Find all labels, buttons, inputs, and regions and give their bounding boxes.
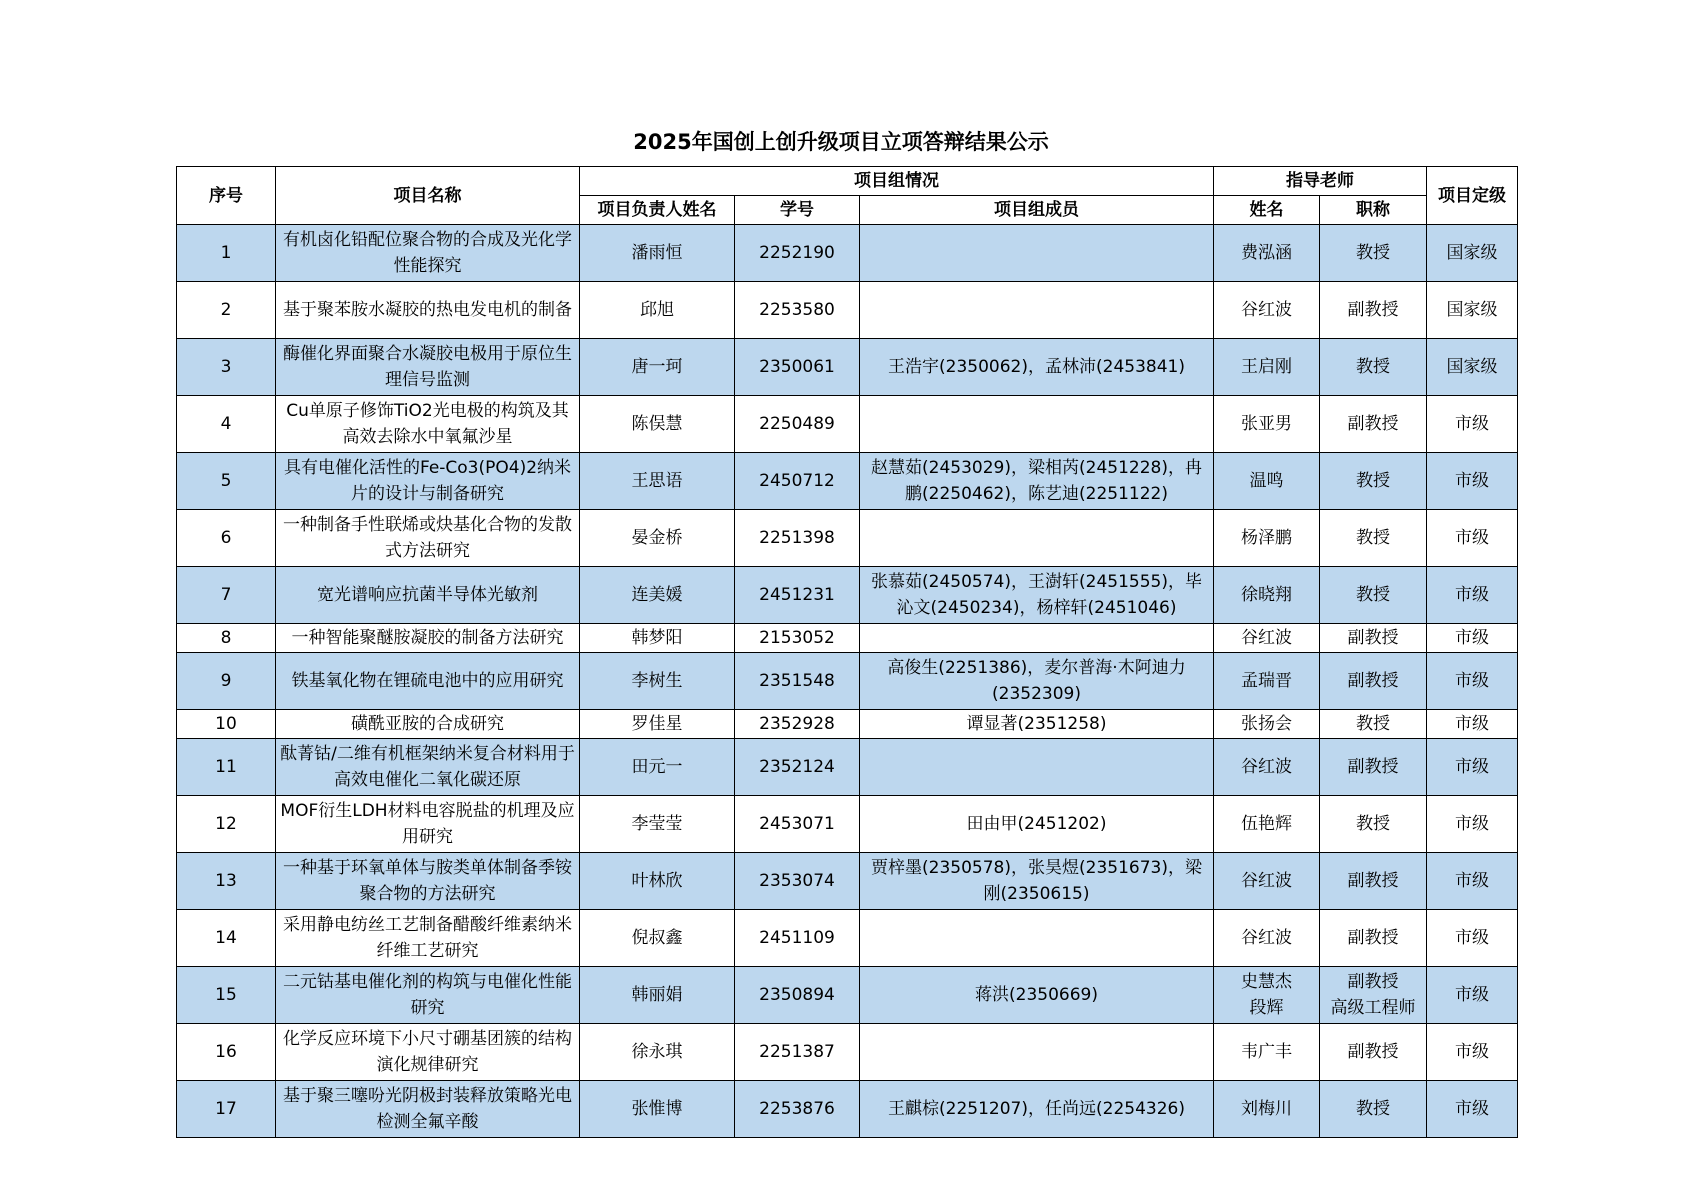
cell-seq: 8 bbox=[177, 624, 276, 653]
cell-members: 高俊生(2251386)，麦尔普海·木阿迪力(2352309) bbox=[860, 653, 1214, 710]
cell-student-id: 2253876 bbox=[735, 1081, 860, 1138]
cell-project-level: 国家级 bbox=[1427, 339, 1518, 396]
cell-advisor-title: 教授 bbox=[1320, 567, 1427, 624]
table-row bbox=[177, 624, 1518, 653]
cell-student-id: 2351548 bbox=[735, 653, 860, 710]
cell-student-id: 2251398 bbox=[735, 510, 860, 567]
cell-members bbox=[860, 225, 1214, 282]
cell-leader: 韩丽娟 bbox=[580, 967, 735, 1024]
page-title: 2025年国创上创升级项目立项答辩结果公示 bbox=[633, 130, 1049, 154]
cell-student-id: 2251387 bbox=[735, 1024, 860, 1081]
table-row bbox=[177, 453, 1518, 510]
cell-project-name: Cu单原子修饰TiO2光电极的构筑及其高效去除水中氧氟沙星 bbox=[276, 396, 580, 453]
header-seq: 序号 bbox=[177, 167, 276, 225]
cell-project-name: 具有电催化活性的Fe-Co3(PO4)2纳米片的设计与制备研究 bbox=[276, 453, 580, 510]
cell-advisor-title: 教授 bbox=[1320, 453, 1427, 510]
cell-advisor-title: 副教授 bbox=[1320, 282, 1427, 339]
cell-leader: 陈俣慧 bbox=[580, 396, 735, 453]
cell-members: 王麒棕(2251207)，任尚远(2254326) bbox=[860, 1081, 1214, 1138]
cell-advisor-name: 韦广丰 bbox=[1214, 1024, 1320, 1081]
table-row bbox=[177, 796, 1518, 853]
cell-project-level: 国家级 bbox=[1427, 225, 1518, 282]
cell-project-level: 市级 bbox=[1427, 853, 1518, 910]
cell-advisor-title: 教授 bbox=[1320, 1081, 1427, 1138]
cell-members bbox=[860, 1024, 1214, 1081]
table-row bbox=[177, 967, 1518, 1024]
cell-leader: 王思语 bbox=[580, 453, 735, 510]
cell-leader: 张惟博 bbox=[580, 1081, 735, 1138]
cell-student-id: 2450712 bbox=[735, 453, 860, 510]
cell-seq: 3 bbox=[177, 339, 276, 396]
cell-project-level: 市级 bbox=[1427, 710, 1518, 739]
cell-advisor-name: 谷红波 bbox=[1214, 853, 1320, 910]
header-student-id: 学号 bbox=[735, 196, 860, 225]
header-members: 项目组成员 bbox=[860, 196, 1214, 225]
cell-project-level: 市级 bbox=[1427, 624, 1518, 653]
results-table bbox=[176, 166, 1518, 1138]
cell-student-id: 2352928 bbox=[735, 710, 860, 739]
cell-project-level: 市级 bbox=[1427, 567, 1518, 624]
cell-advisor-name: 史慧杰 段辉 bbox=[1214, 967, 1320, 1024]
cell-leader: 潘雨恒 bbox=[580, 225, 735, 282]
cell-project-level: 市级 bbox=[1427, 739, 1518, 796]
cell-leader: 罗佳星 bbox=[580, 710, 735, 739]
cell-project-level: 市级 bbox=[1427, 1081, 1518, 1138]
cell-advisor-name: 谷红波 bbox=[1214, 910, 1320, 967]
cell-members bbox=[860, 624, 1214, 653]
cell-advisor-title: 教授 bbox=[1320, 225, 1427, 282]
cell-seq: 1 bbox=[177, 225, 276, 282]
cell-advisor-title: 副教授 bbox=[1320, 853, 1427, 910]
cell-project-level: 市级 bbox=[1427, 1024, 1518, 1081]
cell-advisor-name: 谷红波 bbox=[1214, 282, 1320, 339]
cell-seq: 2 bbox=[177, 282, 276, 339]
cell-project-name: 二元钴基电催化剂的构筑与电催化性能研究 bbox=[276, 967, 580, 1024]
header-project-name: 项目名称 bbox=[276, 167, 580, 225]
cell-project-name: 有机卤化铅配位聚合物的合成及光化学性能探究 bbox=[276, 225, 580, 282]
cell-student-id: 2250489 bbox=[735, 396, 860, 453]
cell-leader: 邱旭 bbox=[580, 282, 735, 339]
cell-advisor-name: 谷红波 bbox=[1214, 624, 1320, 653]
cell-members: 张慕茹(2450574)，王澍轩(2451555)，毕沁文(2450234)，杨梓轩(2451046) bbox=[860, 567, 1214, 624]
table-row bbox=[177, 225, 1518, 282]
cell-advisor-name: 刘梅川 bbox=[1214, 1081, 1320, 1138]
header-advisor: 指导老师 bbox=[1214, 167, 1427, 196]
cell-leader: 田元一 bbox=[580, 739, 735, 796]
cell-members: 田由甲(2451202) bbox=[860, 796, 1214, 853]
cell-seq: 4 bbox=[177, 396, 276, 453]
cell-student-id: 2353074 bbox=[735, 853, 860, 910]
cell-project-name: 一种基于环氧单体与胺类单体制备季铵聚合物的方法研究 bbox=[276, 853, 580, 910]
header-project-group: 项目组情况 bbox=[580, 167, 1214, 196]
cell-members bbox=[860, 396, 1214, 453]
cell-seq: 16 bbox=[177, 1024, 276, 1081]
cell-advisor-name: 伍艳辉 bbox=[1214, 796, 1320, 853]
cell-members: 蒋洪(2350669) bbox=[860, 967, 1214, 1024]
cell-members bbox=[860, 739, 1214, 796]
cell-project-name: 采用静电纺丝工艺制备醋酸纤维素纳米纤维工艺研究 bbox=[276, 910, 580, 967]
cell-members: 贾梓墨(2350578)，张昊煜(2351673)，梁刚(2350615) bbox=[860, 853, 1214, 910]
cell-advisor-title: 副教授 高级工程师 bbox=[1320, 967, 1427, 1024]
cell-advisor-name: 杨泽鹏 bbox=[1214, 510, 1320, 567]
table-row bbox=[177, 339, 1518, 396]
cell-leader: 晏金桥 bbox=[580, 510, 735, 567]
cell-members bbox=[860, 910, 1214, 967]
table-row bbox=[177, 853, 1518, 910]
table-row bbox=[177, 739, 1518, 796]
cell-advisor-title: 副教授 bbox=[1320, 624, 1427, 653]
cell-leader: 叶林欣 bbox=[580, 853, 735, 910]
cell-student-id: 2451109 bbox=[735, 910, 860, 967]
cell-seq: 15 bbox=[177, 967, 276, 1024]
cell-advisor-title: 副教授 bbox=[1320, 1024, 1427, 1081]
cell-project-level: 市级 bbox=[1427, 510, 1518, 567]
cell-project-level: 市级 bbox=[1427, 453, 1518, 510]
cell-seq: 14 bbox=[177, 910, 276, 967]
cell-project-name: 基于聚三噻吩光阴极封装释放策略光电检测全氟辛酸 bbox=[276, 1081, 580, 1138]
table-body bbox=[177, 225, 1518, 1138]
cell-leader: 韩梦阳 bbox=[580, 624, 735, 653]
cell-project-name: 一种制备手性联烯或炔基化合物的发散式方法研究 bbox=[276, 510, 580, 567]
cell-student-id: 2350894 bbox=[735, 967, 860, 1024]
cell-project-name: MOF衍生LDH材料电容脱盐的机理及应用研究 bbox=[276, 796, 580, 853]
cell-advisor-name: 温鸣 bbox=[1214, 453, 1320, 510]
cell-student-id: 2153052 bbox=[735, 624, 860, 653]
cell-advisor-name: 王启刚 bbox=[1214, 339, 1320, 396]
cell-advisor-title: 副教授 bbox=[1320, 396, 1427, 453]
table-row bbox=[177, 1081, 1518, 1138]
table-row bbox=[177, 1024, 1518, 1081]
cell-members: 王浩宇(2350062)，孟林沛(2453841) bbox=[860, 339, 1214, 396]
header-leader: 项目负责人姓名 bbox=[580, 196, 735, 225]
cell-seq: 13 bbox=[177, 853, 276, 910]
table-row bbox=[177, 710, 1518, 739]
cell-seq: 11 bbox=[177, 739, 276, 796]
cell-project-name: 基于聚苯胺水凝胶的热电发电机的制备 bbox=[276, 282, 580, 339]
table-row bbox=[177, 910, 1518, 967]
table-row bbox=[177, 282, 1518, 339]
cell-seq: 5 bbox=[177, 453, 276, 510]
cell-seq: 6 bbox=[177, 510, 276, 567]
cell-project-level: 市级 bbox=[1427, 653, 1518, 710]
cell-advisor-title: 教授 bbox=[1320, 510, 1427, 567]
cell-student-id: 2453071 bbox=[735, 796, 860, 853]
cell-advisor-title: 副教授 bbox=[1320, 653, 1427, 710]
cell-leader: 连美媛 bbox=[580, 567, 735, 624]
cell-student-id: 2252190 bbox=[735, 225, 860, 282]
cell-leader: 唐一珂 bbox=[580, 339, 735, 396]
cell-seq: 17 bbox=[177, 1081, 276, 1138]
cell-seq: 7 bbox=[177, 567, 276, 624]
cell-advisor-name: 张亚男 bbox=[1214, 396, 1320, 453]
cell-advisor-name: 谷红波 bbox=[1214, 739, 1320, 796]
cell-project-level: 国家级 bbox=[1427, 282, 1518, 339]
cell-project-name: 酞菁钴/二维有机框架纳米复合材料用于高效电催化二氧化碳还原 bbox=[276, 739, 580, 796]
cell-members bbox=[860, 510, 1214, 567]
cell-project-level: 市级 bbox=[1427, 396, 1518, 453]
cell-project-level: 市级 bbox=[1427, 796, 1518, 853]
cell-project-name: 铁基氧化物在锂硫电池中的应用研究 bbox=[276, 653, 580, 710]
cell-members: 谭显著(2351258) bbox=[860, 710, 1214, 739]
cell-advisor-name: 徐晓翔 bbox=[1214, 567, 1320, 624]
cell-advisor-title: 教授 bbox=[1320, 710, 1427, 739]
header-advisor-title: 职称 bbox=[1320, 196, 1427, 225]
cell-leader: 徐永琪 bbox=[580, 1024, 735, 1081]
cell-project-level: 市级 bbox=[1427, 910, 1518, 967]
cell-seq: 12 bbox=[177, 796, 276, 853]
cell-advisor-name: 费泓涵 bbox=[1214, 225, 1320, 282]
cell-advisor-title: 教授 bbox=[1320, 339, 1427, 396]
table-row bbox=[177, 653, 1518, 710]
header-advisor-name: 姓名 bbox=[1214, 196, 1320, 225]
cell-project-level: 市级 bbox=[1427, 967, 1518, 1024]
cell-advisor-name: 张扬会 bbox=[1214, 710, 1320, 739]
cell-advisor-name: 孟瑞晋 bbox=[1214, 653, 1320, 710]
cell-seq: 10 bbox=[177, 710, 276, 739]
cell-leader: 李莹莹 bbox=[580, 796, 735, 853]
cell-seq: 9 bbox=[177, 653, 276, 710]
cell-advisor-title: 副教授 bbox=[1320, 739, 1427, 796]
cell-advisor-title: 教授 bbox=[1320, 796, 1427, 853]
cell-student-id: 2352124 bbox=[735, 739, 860, 796]
table-row bbox=[177, 567, 1518, 624]
cell-leader: 李树生 bbox=[580, 653, 735, 710]
cell-members bbox=[860, 282, 1214, 339]
cell-student-id: 2451231 bbox=[735, 567, 860, 624]
cell-leader: 倪叔鑫 bbox=[580, 910, 735, 967]
cell-project-name: 一种智能聚醚胺凝胶的制备方法研究 bbox=[276, 624, 580, 653]
table-row bbox=[177, 510, 1518, 567]
cell-project-name: 化学反应环境下小尺寸硼基团簇的结构演化规律研究 bbox=[276, 1024, 580, 1081]
cell-project-name: 宽光谱响应抗菌半导体光敏剂 bbox=[276, 567, 580, 624]
table-row bbox=[177, 396, 1518, 453]
cell-members: 赵慧茹(2453029)，梁相芮(2451228)，冉鹏(2250462)，陈艺迪(2251122) bbox=[860, 453, 1214, 510]
cell-student-id: 2350061 bbox=[735, 339, 860, 396]
cell-student-id: 2253580 bbox=[735, 282, 860, 339]
cell-advisor-title: 副教授 bbox=[1320, 910, 1427, 967]
cell-project-name: 酶催化界面聚合水凝胶电极用于原位生理信号监测 bbox=[276, 339, 580, 396]
cell-project-name: 磺酰亚胺的合成研究 bbox=[276, 710, 580, 739]
header-project-level: 项目定级 bbox=[1427, 167, 1518, 225]
